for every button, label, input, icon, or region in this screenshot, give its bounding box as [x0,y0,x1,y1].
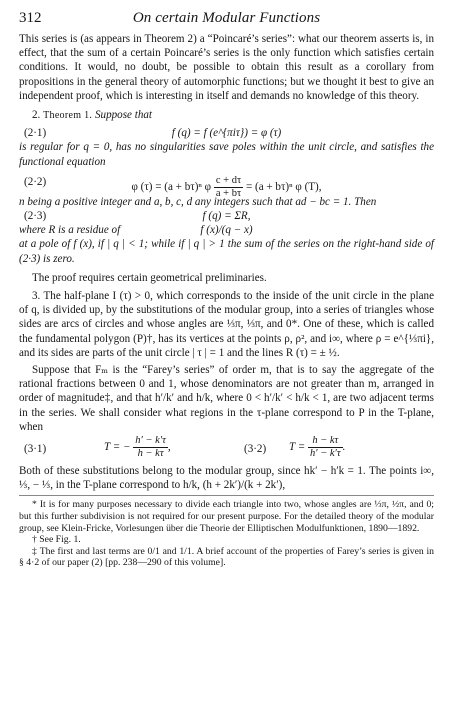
equation-3-2 [289,435,345,460]
section-number: 2. [32,109,41,122]
residue-label: where R is a residue of [19,224,121,237]
equation-2-3 [19,209,434,223]
paragraph-poincare: This series is (as appears in Theorem 2) a “Poincaré’s series”: what our theorem asserts is, in effect, that the sum of a certain Poincaré’s series is the only function which satisfies certain conditions. It would, no doubt, be possible to obtain this result as a corollary from propositions in the general theory of automorphic functions; but we thought it best to give an independent proof, which is interesting in itself and demands no knowledge of this theory. [19,33,434,102]
equation-body: f (q) = f (e^{πiτ}) = φ (τ) [171,127,282,140]
fraction-numerator: h′ − k′τ [135,435,166,447]
page-number: 312 [19,10,42,26]
paragraph-farey: Suppose that Fₘ is the “Farey’s series” of order m, that is to say the aggregate of the rational fractions between 0 and 1, whose denominators are not greater than m, arranged in order of magnitude‡, and that h′/k′ and h/k, where 0 < h′/k′ < h/k < 1, are two adjacent terms in the series. We shall consider what regions in the τ-plane correspond to P in the T-plane, when [19,364,434,433]
running-title: On certain Modular Functions [132,10,321,26]
page-header [19,10,434,32]
equation-number: (2·1) [24,127,47,140]
theorem-intro: Suppose that [94,109,152,122]
theorem-condition-pole: at a pole of f (x), if | q | < 1; while if | q | > 1 the sum of the series on the right-hand side of (2·3) is zero. [19,238,434,265]
equation-number: (2·2) [24,175,47,188]
fraction [308,435,343,460]
footnote-double-dagger: ‡ The first and last terms are 0/1 and 1/1. A brief account of the properties of Farey’s series is given in § 4·2 of our paper (2) [pp. 238—290 of this volume]. [19,545,434,569]
footnote-star: * It is for many purposes necessary to divide each triangle into two, whose angles are ⅓π, ½π, and 0; but this further subdivision is not required for our present purpose. For the detailed theory of the modular group, see Klein-Fricke, Vorlesungen über die Theorie der Elliptischen Modulfunktionen, 1890—1892. [19,499,434,534]
fraction [214,175,243,200]
equation-number-3-2: (3·2) [244,443,267,456]
fraction-numerator: c + dτ [215,174,242,186]
equation-3-1 [104,435,171,460]
equation-body [19,175,434,200]
paragraph-substitutions: Both of these substitutions belong to the modular group, since hk′ − h′k = 1. The points i∞, ⅓, − ⅓, in the T-plane correspond to h/k, (h + 2k′)/(k + 2k′), [19,465,434,492]
paragraph-half-plane: 3. The half-plane I (τ) > 0, which corresponds to the inside of the unit circle in the plane of q, is divided up, by the substitutions of the modular group, into a series of triangles whose sides are arcs of circles and whose angles are ⅓π, ⅓π, and 0*. One of these, which is called the fundamental polygon (P)†, has its vertices at the points ρ, ρ², and i∞, where ρ = e^{⅓πi}, and its sides are parts of the unit circle | τ | = 1 and the lines R (τ) = ± ½. [19,290,434,359]
fraction [133,435,168,460]
theorem-label: Theorem 1. [43,110,93,122]
equation-2-2 [19,169,434,199]
equation-2-1 [19,126,434,140]
equation-tail: . [342,441,346,454]
equation-lhs: φ (τ) = (a + bτ)ⁿ φ [131,180,212,193]
fraction-denominator: a + bτ [215,187,242,199]
residue-line [19,223,434,237]
equation-body: f (q) = ΣR, [202,210,251,223]
residue-expression: f (x)/(q − x) [200,224,253,237]
equation-tail: , [167,441,171,454]
footnote-divider [19,495,434,496]
paragraph-preliminaries: The proof requires certain geometrical preliminaries. [32,271,267,284]
fraction-numerator: h − kτ [308,435,343,448]
equation-lhs: T = [289,441,306,454]
fraction-denominator: h′ − k′τ [310,448,341,460]
fraction-denominator: h − kτ [137,448,164,460]
theorem-condition-integers: n being a positive integer and a, b, c, d any integers such that ad − bc = 1. Then [19,195,377,208]
equation-lhs: T = − [104,441,131,454]
footnote-dagger: † See Fig. 1. [32,534,81,546]
equation-tail: = (a + bτ)ⁿ φ (T), [245,180,322,193]
equation-number-3-1: (3·1) [24,443,47,456]
equations-3-1-and-3-2 [19,434,434,464]
theorem-condition-regular: is regular for q = 0, has no singularities save poles within the unit circle, and satisfies the functional equation [19,141,434,168]
page [19,10,434,569]
equation-number: (2·3) [24,210,47,223]
theorem-heading [19,108,434,123]
